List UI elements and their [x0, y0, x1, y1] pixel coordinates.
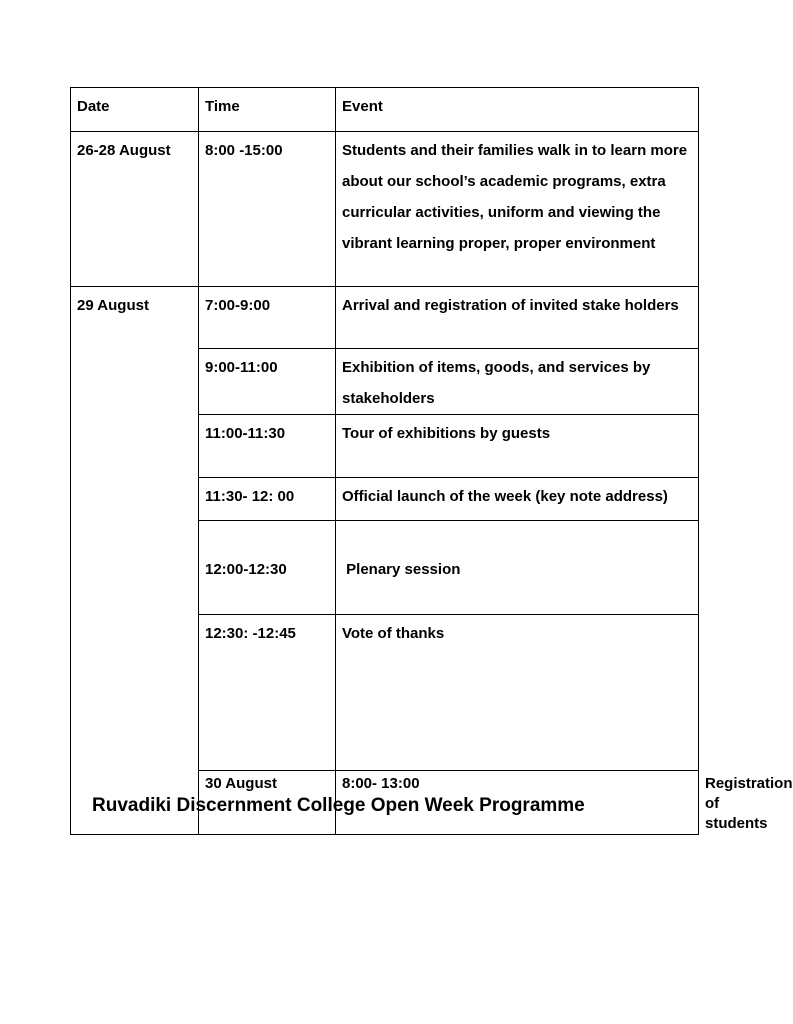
time-cell: 7:00-9:00 [199, 287, 336, 349]
event-cell: Official launch of the week (key note address) [336, 478, 699, 521]
date-cell: 30 August [199, 771, 336, 835]
date-cell: 26-28 August [71, 132, 199, 287]
time-cell: 11:30- 12: 00 [199, 478, 336, 521]
event-cell: Plenary session [336, 521, 699, 615]
date-cell: 29 August [71, 287, 199, 835]
event-cell: Students and their families walk in to learn more about our school’s academic programs, extra curricular activities, uniform and viewing the vibrant learning proper, proper environment [336, 132, 699, 287]
time-cell: 12:30: -12:45 [199, 615, 336, 771]
table-header-row [71, 88, 699, 132]
header-event: Event [336, 88, 699, 132]
table-row: 30 August 8:00- 13:00 Registration of students [71, 771, 699, 835]
time-cell: 8:00- 13:00 [336, 771, 699, 835]
time-cell: 9:00-11:00 [199, 349, 336, 415]
event-cell: Exhibition of items, goods, and services by stakeholders [336, 349, 699, 415]
table-row [71, 132, 699, 287]
event-cell: Arrival and registration of invited stake holders [336, 287, 699, 349]
header-date: Date [71, 88, 199, 132]
time-cell: 12:00-12:30 [199, 521, 336, 615]
header-time: Time [199, 88, 336, 132]
table-row [71, 287, 699, 349]
programme-table [70, 87, 793, 835]
event-cell: Tour of exhibitions by guests [336, 415, 699, 478]
event-cell: Vote of thanks [336, 615, 699, 771]
programme-title: Ruvadiki Discernment College Open Week Programme [92, 795, 585, 816]
time-cell: 11:00-11:30 [199, 415, 336, 478]
time-cell: 8:00 -15:00 [199, 132, 336, 287]
